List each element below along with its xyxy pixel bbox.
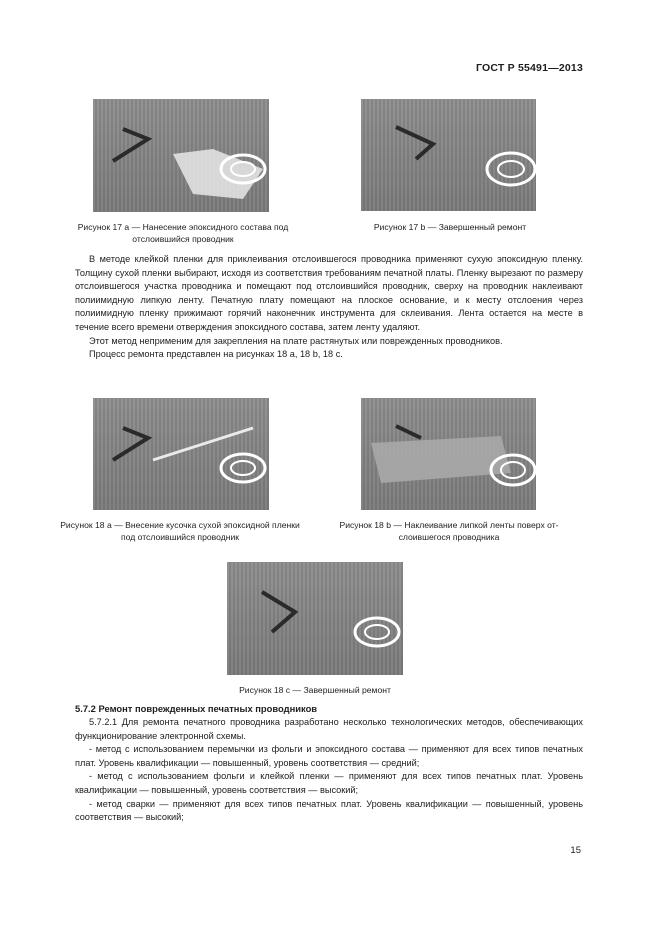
figure-18a-caption: Рисунок 18 а — Внесение кусочка сухой эпоксидной пленки под отслоившийся проводник xyxy=(60,520,300,542)
figure-18b-caption: Рисунок 18 b — Наклеивание липкой ленты поверх от-слоившегося проводника xyxy=(339,520,559,542)
paragraph: В методе клейкой пленки для приклеивания отслоившегося проводника применяют сухую эпоксидную пленку. Толщину сухой пленки выбирают, исходя из соответствия требованиям печатной платы. Пленку вырезают по размеру отслоившегося участка проводника и помещают под отслоившийся проводник, сверху на проводник наклеивают полиимидную липкую ленту. Печатную плату помещают на плоское основание, и к месту отслоения через полиимидную пленку прижимают горячий наконечник инструмента для склеивания. Лента остается на месте в течение всего времени отверждения эпоксидного состава, затем ленту удаляют. xyxy=(75,254,583,332)
figure-17b-photo xyxy=(361,99,536,211)
figure-18a-photo xyxy=(93,398,269,510)
section-title: 5.7.2 Ремонт поврежденных печатных проводников xyxy=(75,703,318,714)
paragraph: 5.7.2.1 Для ремонта печатного проводника разработано несколько технологических методов, обеспечивающих функционирование электронной схемы. xyxy=(75,717,583,741)
figure-17a-photo xyxy=(93,99,269,212)
text-block-1 xyxy=(75,253,583,362)
list-item: - метод с использованием фольги и клейкой пленки — применяют для всех типов печатных плат. Уровень квалификации — повышенный, уровень соответствия — высокий; xyxy=(75,771,583,795)
paragraph: Этот метод неприменим для закрепления на плате растянутых или поврежденных проводников. xyxy=(89,335,503,346)
figure-18b-photo xyxy=(361,398,536,510)
figure-18c-photo xyxy=(227,562,403,675)
paragraph: Процесс ремонта представлен на рисунках 18 а, 18 b, 18 с. xyxy=(89,349,343,360)
figure-17b-caption: Рисунок 17 b — Завершенный ремонт xyxy=(373,222,527,232)
figure-18c-caption: Рисунок 18 с — Завершенный ремонт xyxy=(239,685,391,695)
page-number: 15 xyxy=(570,845,581,856)
list-item: - метод с использованием перемычки из фольги и эпоксидного состава — применяют для всех типов печатных плат. Уровень квалификации — повышенный, уровень соответствия — средний; xyxy=(75,744,583,768)
standard-header: ГОСТ Р 55491—2013 xyxy=(475,62,583,74)
text-block-2 xyxy=(75,716,583,825)
list-item: - метод сварки — применяют для всех типов печатных плат. Уровень квалификации — повышенный, уровень соответствия — высокий; xyxy=(75,798,583,823)
figure-17a-caption: Рисунок 17 а — Нанесение эпоксидного состава под отслоившийся проводник xyxy=(77,222,289,244)
